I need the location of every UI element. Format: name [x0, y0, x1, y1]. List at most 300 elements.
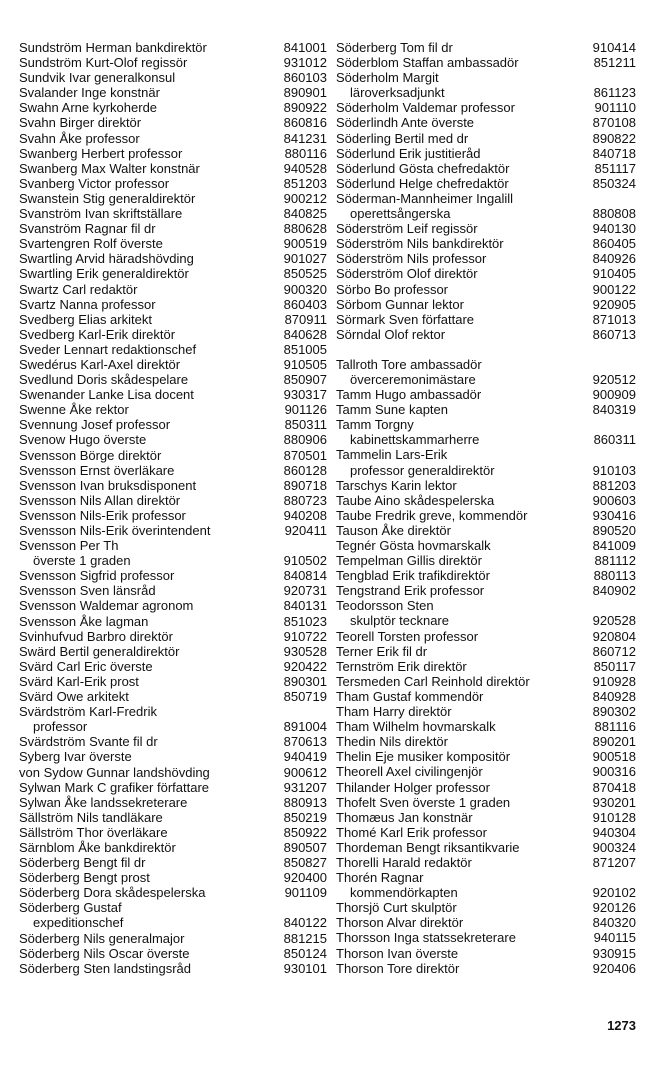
- entry-name: Söderman-Mannheimer Ingalill: [336, 190, 514, 206]
- entry-code: 890822: [592, 130, 636, 146]
- entry-name: Söderholm Margit: [336, 70, 439, 86]
- entry-name: Sundström Kurt-Olof regissör: [19, 55, 188, 71]
- entry-name: Tengblad Erik trafikdirektör: [336, 568, 490, 584]
- entry-code: 920400: [283, 870, 327, 886]
- directory-entry: [336, 583, 636, 598]
- entry-name: Terner Erik fil dr: [336, 643, 428, 659]
- directory-entry: [336, 780, 636, 795]
- entry-name: Thomæus Jan konstnär: [336, 809, 473, 825]
- entry-code: 860103: [283, 70, 327, 86]
- entry-name: Swenne Åke rektor: [19, 402, 129, 418]
- entry-code: 931207: [283, 779, 327, 795]
- section-gap: [336, 342, 636, 357]
- entry-name: Swanberg Herbert professor: [19, 145, 183, 161]
- entry-name: Thomé Karl Erik professor: [336, 824, 487, 840]
- directory-entry: [19, 357, 327, 372]
- entry-name: Söderberg Dora skådespelerska: [19, 885, 206, 901]
- directory-entry: [336, 327, 636, 342]
- entry-code: 930528: [283, 643, 327, 659]
- entry-name: Sylwan Åke landssekreterare: [19, 794, 188, 810]
- entry-code: 871013: [592, 311, 636, 327]
- entry-name: Tallroth Tore ambassadör: [336, 356, 482, 372]
- directory-entry: [336, 598, 636, 628]
- entry-code: 841009: [592, 538, 636, 553]
- entry-code: 880723: [283, 492, 327, 508]
- entry-code: 890301: [283, 673, 327, 689]
- entry-name: Sörbo Bo professor: [336, 281, 449, 297]
- entry-name: Svedberg Elias arkitekt: [19, 311, 152, 327]
- entry-code: 930317: [283, 387, 327, 403]
- entry-name: Svensson Waldemar agronom: [19, 598, 194, 614]
- directory-entry: [19, 131, 327, 146]
- entry-name: Svennung Josef professor: [19, 417, 171, 433]
- entry-code: 910103: [592, 462, 636, 478]
- entry-code: 840320: [592, 915, 636, 931]
- entry-code: 930101: [283, 960, 327, 976]
- entry-name: Swenander Lanke Lisa docent: [19, 387, 194, 403]
- entry-code: 840825: [283, 206, 327, 222]
- entry-code: 850907: [283, 372, 327, 388]
- directory-entry: [336, 508, 636, 523]
- entry-code: 900320: [283, 281, 327, 297]
- directory-entry: [19, 206, 327, 221]
- entry-code: 880628: [283, 221, 327, 237]
- directory-entry: [19, 704, 327, 734]
- entry-name: Svenow Hugo överste: [19, 432, 147, 448]
- directory-entry: [336, 447, 636, 477]
- directory-entry: [19, 297, 327, 312]
- entry-code: 880906: [283, 432, 327, 448]
- entry-code: 900603: [592, 492, 636, 508]
- directory-entry: [336, 764, 636, 779]
- entry-name: Svinhufvud Barbro direktör: [19, 628, 173, 644]
- directory-entry: [336, 131, 636, 146]
- entry-name: von Sydow Gunnar landshövding: [19, 764, 210, 780]
- entry-name: Tham Harry direktör: [336, 704, 452, 720]
- directory-entry: [19, 282, 327, 297]
- entry-code: 851211: [593, 55, 636, 71]
- directory-entry: [336, 674, 636, 689]
- entry-name: Swärd Bertil generaldirektör: [19, 643, 180, 659]
- directory-entry: [19, 961, 327, 976]
- directory-entry: [336, 946, 636, 961]
- entry-name: Svensson Per Th: [19, 538, 119, 554]
- entry-name: Tamm Torgny: [336, 417, 414, 433]
- entry-title-continuation: professor: [33, 719, 88, 735]
- directory-entry: [19, 689, 327, 704]
- directory-entry: [19, 40, 327, 55]
- entry-name: Söderström Leif regissör: [336, 221, 478, 237]
- entry-code: 860311: [593, 432, 636, 448]
- directory-entry: [336, 870, 636, 900]
- directory-entry: [336, 221, 636, 236]
- directory-entry: [336, 734, 636, 749]
- entry-code: 900909: [592, 387, 636, 403]
- entry-name: Thorsson Inga statssekreterare: [336, 930, 516, 946]
- directory-entry: [19, 749, 327, 764]
- entry-code: 920804: [592, 628, 636, 644]
- entry-code: 840131: [283, 598, 327, 614]
- entry-code: 920411: [284, 523, 327, 538]
- entry-name: Söderlund Gösta chefredaktör: [336, 160, 510, 176]
- entry-code: 851117: [594, 160, 636, 176]
- entry-code: 940130: [592, 221, 636, 237]
- entry-name: Söderlund Erik justitieråd: [336, 145, 481, 161]
- directory-entry: [336, 40, 636, 55]
- directory-entry: [336, 568, 636, 583]
- directory-entry: [19, 417, 327, 432]
- directory-entry: [19, 236, 327, 251]
- entry-code: 901126: [284, 402, 327, 418]
- entry-name: Thorson Ivan överste: [336, 945, 459, 961]
- directory-entry: [19, 448, 327, 463]
- entry-name: Söderberg Gustaf: [19, 900, 122, 916]
- entry-name: Söderlindh Ante överste: [336, 115, 475, 131]
- entry-name: Svensson Ernst överläkare: [19, 462, 175, 478]
- entry-name: Svanström Ivan skriftställare: [19, 206, 183, 222]
- entry-code: 931012: [283, 55, 327, 71]
- entry-name: Sällström Thor överläkare: [19, 824, 168, 840]
- entry-name: Sörndal Olof rektor: [336, 326, 446, 342]
- entry-name: Särnblom Åke bankdirektör: [19, 839, 176, 855]
- right-column: [336, 40, 636, 976]
- entry-name: Svalander Inge konstnär: [19, 85, 160, 101]
- directory-entry: [19, 900, 327, 930]
- entry-code: 841231: [283, 130, 327, 146]
- entry-code: 920406: [592, 960, 636, 976]
- entry-code: 940419: [283, 749, 327, 765]
- right-column-s-section: [336, 40, 636, 342]
- directory-entry: [19, 946, 327, 961]
- entry-code: 910505: [283, 356, 327, 372]
- directory-entry: [336, 100, 636, 115]
- entry-name: Tamm Sune kapten: [336, 402, 449, 418]
- directory-entry: [336, 961, 636, 976]
- entry-code: 940528: [283, 160, 327, 176]
- entry-code: 841001: [283, 40, 327, 55]
- directory-entry: [19, 644, 327, 659]
- directory-entry: [336, 417, 636, 447]
- entry-name: Tauson Åke direktör: [336, 522, 451, 538]
- directory-entry: [336, 266, 636, 281]
- entry-name: Swedérus Karl-Axel direktör: [19, 356, 181, 372]
- entry-name: Svedberg Karl-Erik direktör: [19, 326, 176, 342]
- entry-name: Svärdström Karl-Fredrik: [19, 704, 157, 720]
- entry-title-continuation: operettsångerska: [350, 206, 451, 222]
- directory-entry: [336, 161, 636, 176]
- directory-entry: [19, 931, 327, 946]
- directory-entry: [19, 825, 327, 840]
- entry-name: Tarschys Karin lektor: [336, 477, 457, 493]
- entry-code: 891004: [283, 719, 327, 735]
- directory-entry: [19, 614, 327, 629]
- directory-entry: [19, 342, 327, 357]
- directory-entry: [19, 463, 327, 478]
- entry-title-continuation: kommendörkapten: [350, 885, 458, 901]
- directory-entry: [19, 795, 327, 810]
- entry-code: 860712: [592, 643, 636, 659]
- entry-name: Sörmark Sven författare: [336, 311, 474, 327]
- directory-entry: [19, 780, 327, 795]
- directory-entry: [336, 176, 636, 191]
- directory-entry: [336, 644, 636, 659]
- entry-code: 840718: [592, 145, 636, 161]
- entry-code: 881112: [594, 553, 636, 569]
- entry-name: Tegnér Gösta hovmarskalk: [336, 538, 491, 553]
- entry-code: 850124: [283, 945, 327, 961]
- entry-code: 881215: [283, 930, 327, 946]
- entry-name: Thorén Ragnar: [336, 870, 424, 886]
- entry-name: Söderlund Helge chefredaktör: [336, 175, 509, 191]
- entry-code: 870613: [283, 734, 327, 750]
- entry-name: Söderberg Bengt fil dr: [19, 855, 146, 871]
- directory-entry: [19, 674, 327, 689]
- entry-title-continuation: läroverksadjunkt: [350, 85, 445, 101]
- entry-name: Swanstein Stig generaldirektör: [19, 190, 196, 206]
- entry-code: 851203: [283, 175, 327, 191]
- directory-entry: [336, 538, 636, 553]
- entry-name: Söderström Olof direktör: [336, 266, 478, 282]
- entry-name: Svahn Birger direktör: [19, 115, 142, 131]
- directory-entry: [19, 765, 327, 780]
- entry-name: Swartz Carl redaktör: [19, 281, 138, 297]
- directory-entry: [336, 493, 636, 508]
- directory-entry: [19, 568, 327, 583]
- entry-code: 880113: [593, 568, 636, 584]
- entry-name: Tham Gustaf kommendör: [336, 688, 484, 704]
- entry-name: Swanberg Max Walter konstnär: [19, 160, 200, 176]
- entry-title-continuation: kabinettskammarherre: [350, 432, 480, 448]
- entry-code: 910928: [592, 673, 636, 689]
- directory-entry: [19, 387, 327, 402]
- entry-name: Svärd Karl-Erik prost: [19, 673, 139, 689]
- entry-code: 900519: [283, 236, 327, 252]
- entry-name: Tersmeden Carl Reinhold direktör: [336, 673, 530, 689]
- entry-code: 860403: [283, 296, 327, 312]
- entry-name: Svärd Owe arkitekt: [19, 689, 129, 705]
- directory-entry: [19, 855, 327, 870]
- entry-title-continuation: skulptör tecknare: [350, 613, 449, 629]
- entry-code: 881116: [594, 719, 636, 735]
- directory-entry: [336, 900, 636, 915]
- entry-code: 930915: [592, 945, 636, 961]
- directory-entry: [336, 719, 636, 734]
- entry-code: 840628: [283, 326, 327, 342]
- directory-entry: [19, 146, 327, 161]
- entry-name: Tempelman Gillis direktör: [336, 553, 482, 569]
- directory-entry: [336, 629, 636, 644]
- entry-code: 850219: [283, 809, 327, 825]
- entry-code: 840928: [592, 688, 636, 704]
- entry-code: 860816: [283, 115, 327, 131]
- entry-code: 930416: [592, 507, 636, 523]
- directory-entry: [336, 402, 636, 417]
- directory-entry: [336, 825, 636, 840]
- directory-entry: [19, 659, 327, 674]
- directory-entry: [336, 55, 636, 70]
- entry-name: Söderström Nils bankdirektör: [336, 236, 504, 252]
- entry-code: 910405: [592, 266, 636, 282]
- entry-name: Thilander Holger professor: [336, 779, 490, 795]
- entry-code: 850311: [284, 417, 327, 433]
- entry-name: Syberg Ivar överste: [19, 749, 132, 765]
- directory-entry: [336, 810, 636, 825]
- entry-code: 880913: [283, 794, 327, 810]
- directory-entry: [336, 312, 636, 327]
- entry-code: 920422: [283, 658, 327, 674]
- entry-code: 890718: [283, 477, 327, 493]
- entry-code: 840926: [592, 251, 636, 267]
- directory-entry: [336, 855, 636, 870]
- directory-entry: [19, 251, 327, 266]
- entry-code: 890922: [283, 100, 327, 116]
- entry-code: 910128: [592, 809, 636, 825]
- entry-code: 890520: [592, 522, 636, 538]
- entry-name: Svedlund Doris skådespelare: [19, 372, 189, 388]
- directory-entry: [336, 553, 636, 568]
- directory-entry: [19, 734, 327, 749]
- entry-code: 920528: [592, 613, 636, 629]
- entry-name: Söderling Bertil med dr: [336, 130, 469, 146]
- entry-code: 880808: [592, 206, 636, 222]
- entry-title-continuation: överceremonimästare: [350, 371, 476, 387]
- entry-code: 890507: [283, 839, 327, 855]
- entry-name: Ternström Erik direktör: [336, 658, 467, 674]
- entry-name: Sundström Herman bankdirektör: [19, 40, 207, 55]
- entry-title-continuation: professor generaldirektör: [350, 462, 495, 478]
- entry-code: 920126: [592, 900, 636, 916]
- directory-entry: [19, 478, 327, 493]
- directory-entry: [19, 493, 327, 508]
- entry-name: Swartling Arvid häradshövding: [19, 251, 194, 267]
- entry-name: Svärdström Svante fil dr: [19, 734, 158, 750]
- directory-entry: [336, 915, 636, 930]
- directory-entry: [336, 282, 636, 297]
- entry-name: Swartling Erik generaldirektör: [19, 266, 189, 282]
- entry-code: 870501: [283, 447, 327, 463]
- directory-entry: [19, 327, 327, 342]
- directory-entry: [19, 523, 327, 538]
- entry-code: 850922: [283, 824, 327, 840]
- directory-entry: [19, 885, 327, 900]
- entry-title-continuation: expeditionschef: [33, 915, 124, 931]
- entry-name: Thelin Eje musiker kompositör: [336, 749, 511, 765]
- entry-code: 890302: [592, 704, 636, 720]
- directory-entry: [19, 312, 327, 327]
- entry-name: Thorson Tore direktör: [336, 960, 460, 976]
- directory-entry: [336, 236, 636, 251]
- entry-code: 900324: [592, 839, 636, 855]
- directory-entry: [336, 840, 636, 855]
- entry-code: 940115: [593, 930, 636, 946]
- entry-code: 861123: [593, 85, 636, 101]
- directory-entry: [19, 100, 327, 115]
- entry-code: 860405: [592, 236, 636, 252]
- directory-entry: [336, 689, 636, 704]
- entry-name: Tammelin Lars-Erik: [336, 447, 448, 463]
- entry-code: 860128: [283, 462, 327, 478]
- directory-entry: [336, 523, 636, 538]
- entry-name: Svensson Ivan bruksdisponent: [19, 477, 197, 493]
- entry-code: 870911: [284, 311, 327, 327]
- entry-code: 840814: [283, 568, 327, 584]
- entry-name: Svartengren Rolf överste: [19, 236, 163, 252]
- directory-entry: [336, 115, 636, 130]
- entry-code: 851023: [283, 613, 327, 629]
- entry-code: 900518: [592, 749, 636, 765]
- right-column-t-section: [336, 357, 636, 976]
- entry-code: 900212: [283, 190, 327, 206]
- directory-entry: [19, 402, 327, 417]
- directory-entry: [19, 266, 327, 281]
- entry-name: Teodorsson Sten: [336, 598, 434, 614]
- directory-entry: [19, 840, 327, 855]
- directory-entry: [19, 432, 327, 447]
- entry-name: Sörbom Gunnar lektor: [336, 296, 464, 312]
- entry-name: Svensson Nils Allan direktör: [19, 492, 181, 508]
- directory-entry: [19, 508, 327, 523]
- entry-code: 901110: [594, 100, 636, 116]
- entry-code: 850324: [592, 175, 636, 191]
- entry-name: Svensson Sigfrid professor: [19, 568, 175, 584]
- directory-entry: [336, 478, 636, 493]
- entry-name: Thorelli Harald redaktör: [336, 854, 472, 870]
- entry-code: 940208: [283, 507, 327, 523]
- entry-name: Söderberg Bengt prost: [19, 870, 150, 886]
- directory-entry: [19, 810, 327, 825]
- directory-entry: [19, 598, 327, 613]
- directory-entry: [19, 70, 327, 85]
- directory-entry: [19, 629, 327, 644]
- entry-code: 920905: [592, 296, 636, 312]
- directory-entry: [19, 870, 327, 885]
- entry-name: Söderström Nils professor: [336, 251, 487, 267]
- entry-name: Svärd Carl Eric överste: [19, 658, 153, 674]
- entry-name: Teorell Torsten professor: [336, 628, 479, 644]
- entry-code: 890901: [283, 85, 327, 101]
- entry-code: 901109: [284, 885, 327, 901]
- directory-entry: [19, 115, 327, 130]
- directory-entry: [336, 297, 636, 312]
- entry-code: 900316: [592, 764, 636, 780]
- entry-code: 840902: [592, 583, 636, 599]
- entry-name: Sundvik Ivar generalkonsul: [19, 70, 176, 86]
- directory-entry: [336, 704, 636, 719]
- entry-name: Taube Aino skådespelerska: [336, 492, 495, 508]
- entry-code: 910502: [283, 553, 327, 569]
- directory-entry: [19, 221, 327, 236]
- directory-entry: [336, 357, 636, 387]
- entry-name: Sällström Nils tandläkare: [19, 809, 163, 825]
- entry-name: Theorell Axel civilingenjör: [336, 764, 483, 780]
- page-number: 1273: [607, 1018, 636, 1033]
- directory-entry: [336, 70, 636, 100]
- entry-name: Taube Fredrik greve, kommendör: [336, 507, 528, 523]
- entry-name: Svensson Nils-Erik professor: [19, 507, 186, 523]
- entry-name: Tham Wilhelm hovmarskalk: [336, 719, 496, 735]
- directory-entry: [336, 387, 636, 402]
- entry-code: 870418: [592, 779, 636, 795]
- entry-name: Thorson Alvar direktör: [336, 915, 464, 931]
- entry-name: Thedin Nils direktör: [336, 734, 448, 750]
- entry-code: 870108: [592, 115, 636, 131]
- entry-name: Söderberg Sten landstingsråd: [19, 960, 192, 976]
- entry-name: Thofelt Sven överste 1 graden: [336, 794, 511, 810]
- directory-entry: [19, 191, 327, 206]
- entry-code: 900612: [283, 764, 327, 780]
- entry-code: 840319: [592, 402, 636, 418]
- directory-entry: [19, 372, 327, 387]
